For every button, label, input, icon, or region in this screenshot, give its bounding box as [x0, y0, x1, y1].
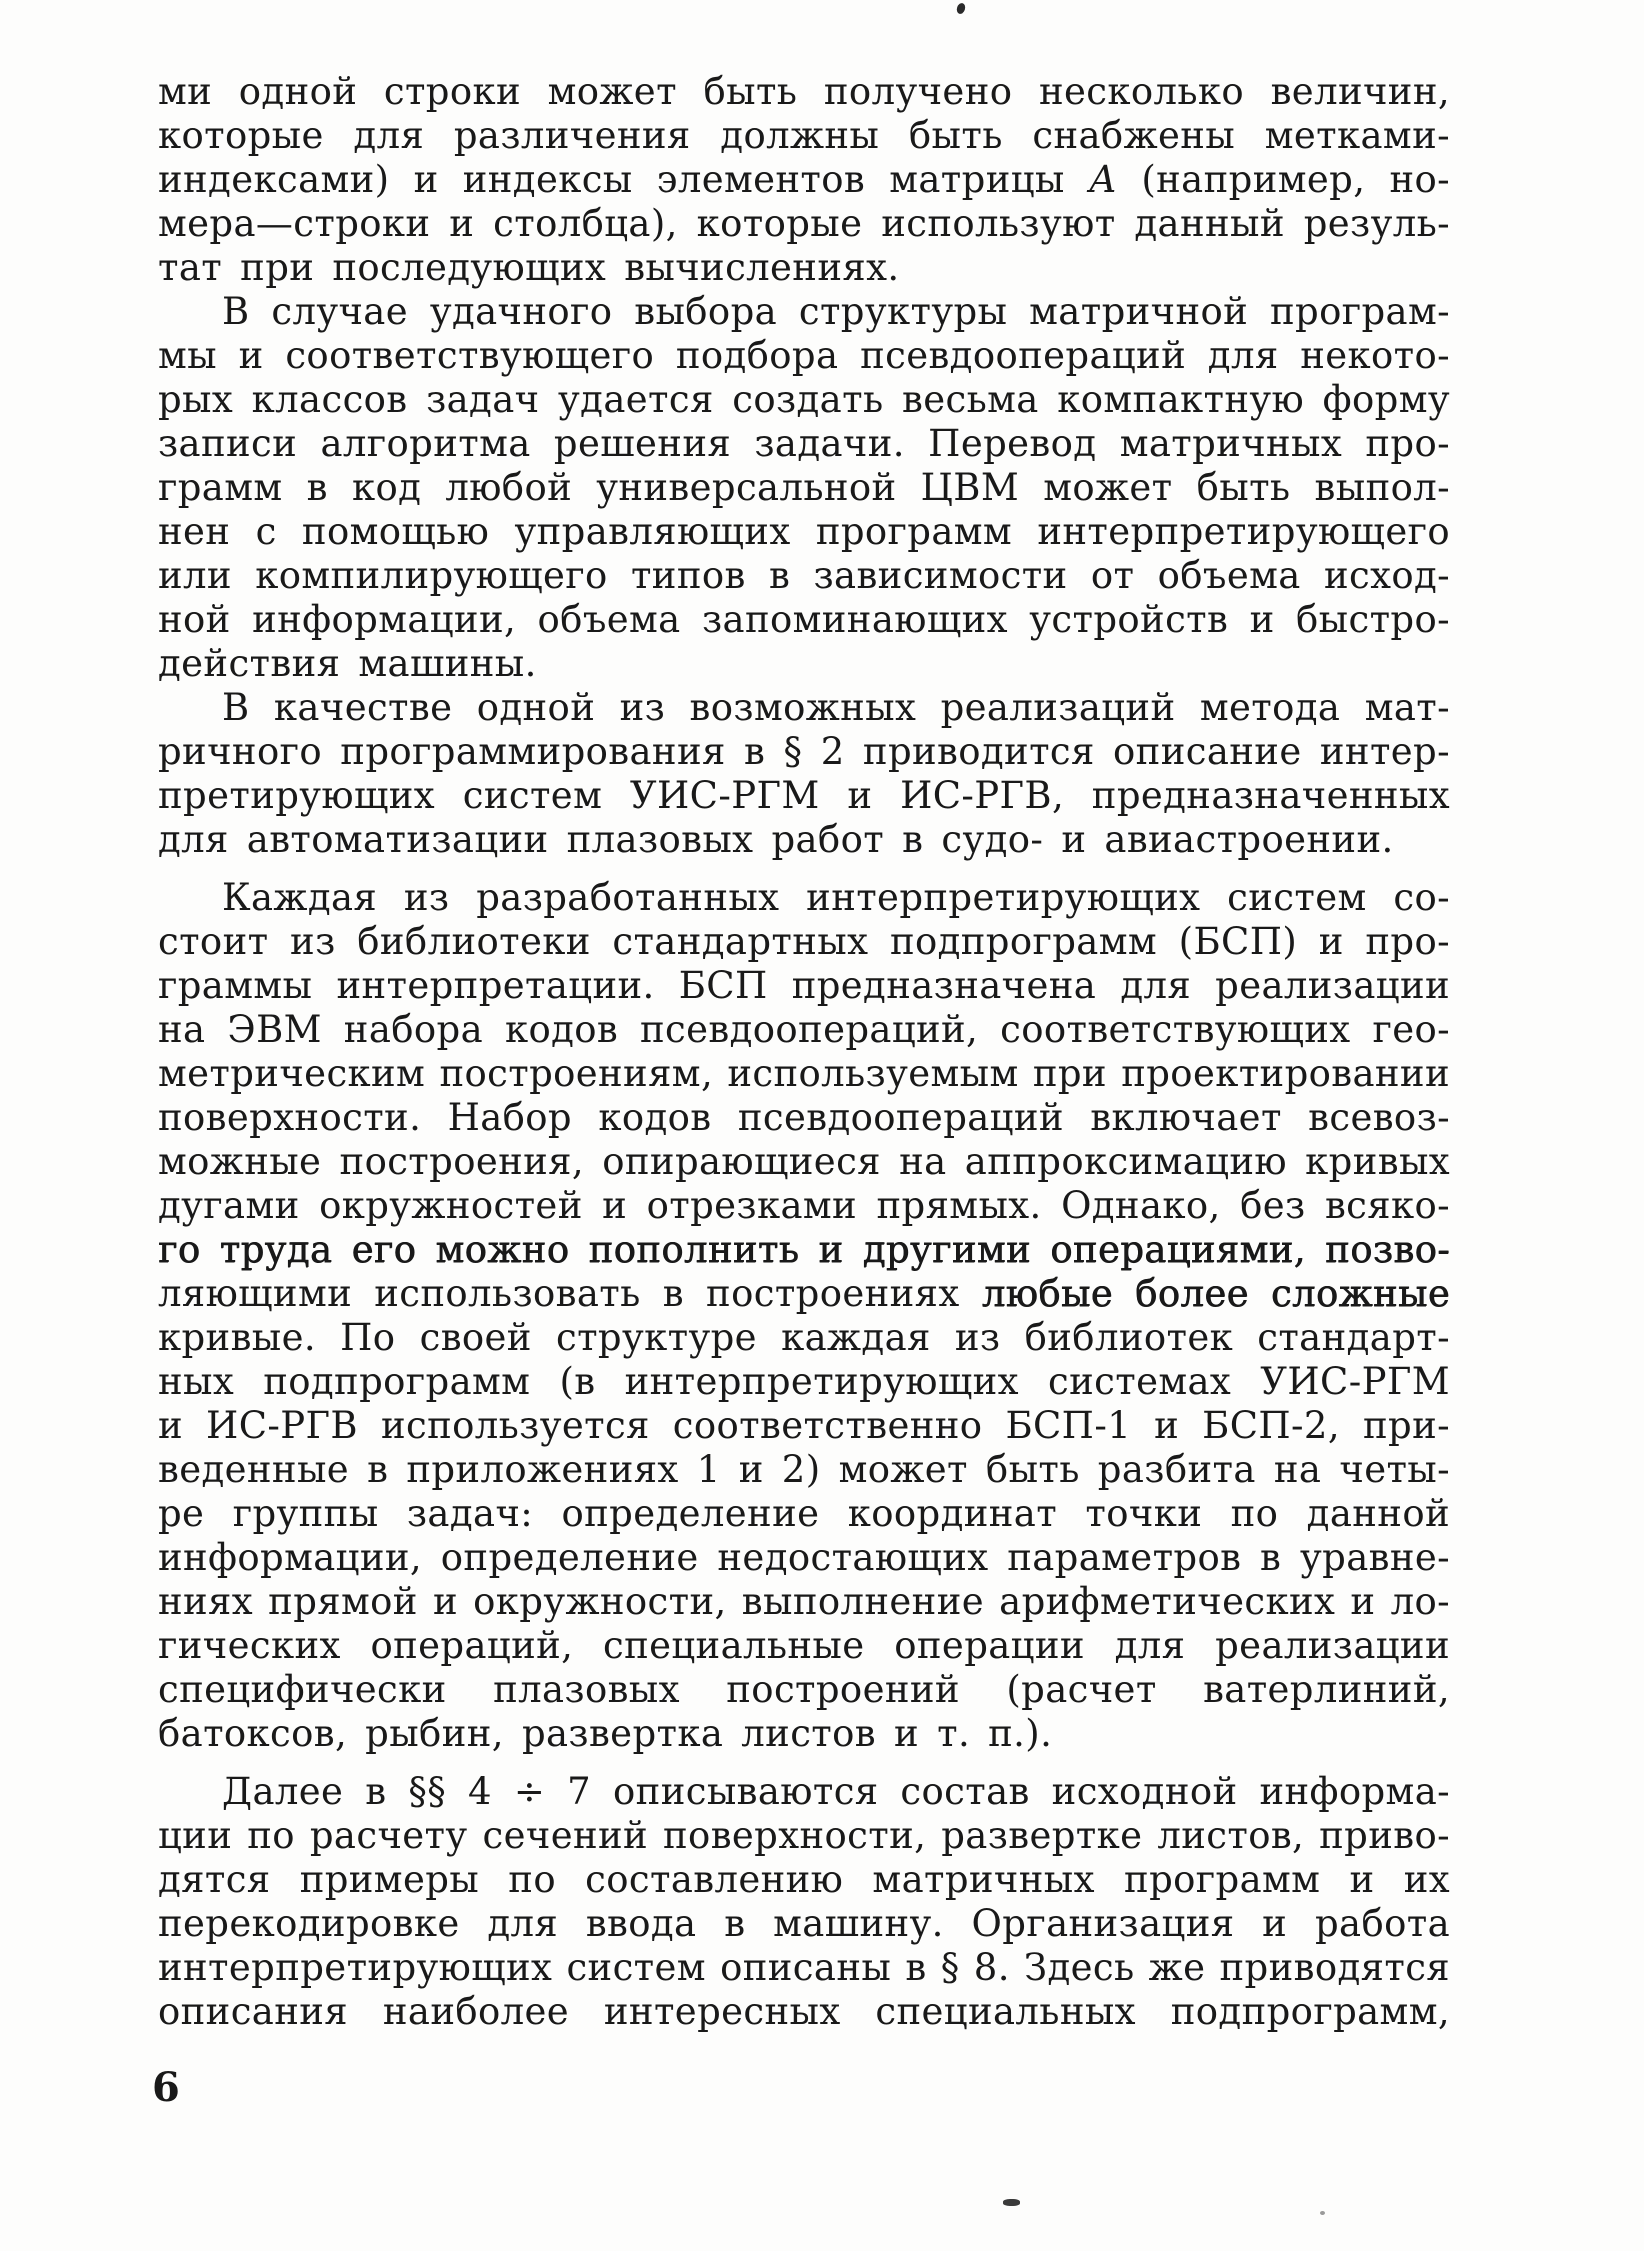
text-line: тат при последующих вычислениях.	[158, 246, 900, 289]
text-line: дятся примеры по составлению матричных программ и их	[158, 1858, 1450, 1901]
text-line: Далее в §§ 4 ÷ 7 описываются состав исходной информа-	[222, 1770, 1450, 1813]
text-line: на ЭВМ набора кодов псевдоопераций, соответствующих гео-	[158, 1008, 1450, 1051]
text-line: веденные в приложениях 1 и 2) может быть разбита на четы-	[158, 1448, 1450, 1491]
text-line: В качестве одной из возможных реализаций метода мат-	[222, 686, 1450, 729]
text-line: Каждая из разработанных интерпретирующих систем со-	[222, 876, 1450, 919]
text-line: го труда его можно пополнить и другими операциями, позво-	[158, 1228, 1450, 1271]
text-line: ре группы задач: определение координат точки по данной	[158, 1492, 1450, 1535]
text-line: претирующих систем УИС-РГМ и ИС-РГВ, предназначенных	[158, 774, 1450, 817]
text-block	[158, 70, 1450, 2034]
text-line: ми одной строки может быть получено несколько величин,	[158, 70, 1450, 113]
paragraph-4	[158, 876, 1450, 1756]
text-line: поверхности. Набор кодов псевдоопераций включает всевоз-	[158, 1096, 1450, 1139]
text-line: В случае удачного выбора структуры матричной програм-	[222, 290, 1450, 333]
text-line: записи алгоритма решения задачи. Перевод матричных про-	[158, 422, 1450, 465]
matrix-variable: А	[1088, 158, 1118, 201]
text-line: которые для различения должны быть снабжены метками-	[158, 114, 1450, 157]
text-segment: (например, но-	[1117, 158, 1450, 201]
text-line	[158, 158, 1450, 202]
ink-speck	[955, 2, 966, 15]
text-line: информации, определение недостающих параметров в уравне-	[158, 1536, 1450, 1579]
ink-speck	[1320, 2211, 1325, 2215]
page-number: 6	[152, 2064, 180, 2111]
text-segment: ляющими использовать в построениях	[158, 1272, 982, 1315]
text-line: нен с помощью управляющих программ интерпретирующего	[158, 510, 1450, 553]
text-line: мера—строки и столбца), которые используют данный резуль-	[158, 202, 1450, 245]
text-line: специфически плазовых построений (расчет ватерлиний,	[158, 1668, 1450, 1711]
text-line: грамм в код любой универсальной ЦВМ может быть выпол-	[158, 466, 1450, 509]
text-line: описания наиболее интересных специальных подпрограмм,	[158, 1990, 1450, 2033]
text-line: интерпретирующих систем описаны в § 8. Здесь же приводятся	[158, 1946, 1450, 1989]
text-line: граммы интерпретации. БСП предназначена для реализации	[158, 964, 1450, 1007]
text-line: и ИС-РГВ используется соответственно БСП-1 и БСП-2, при-	[158, 1404, 1450, 1447]
text-line: гических операций, специальные операции для реализации	[158, 1624, 1450, 1667]
paragraph-3	[158, 686, 1450, 862]
text-segment-heavy-ink: любые более сложные	[981, 1272, 1450, 1315]
text-line: для автоматизации плазовых работ в судо- и авиастроении.	[158, 818, 1394, 861]
text-line: стоит из библиотеки стандартных подпрограмм (БСП) и про-	[158, 920, 1450, 963]
text-line: можные построения, опирающиеся на аппроксимацию кривых	[158, 1140, 1450, 1183]
text-line: батоксов, рыбин, развертка листов и т. п.).	[158, 1712, 1053, 1755]
paragraph-5	[158, 1770, 1450, 2034]
text-line: ции по расчету сечений поверхности, развертке листов, приво-	[158, 1814, 1450, 1857]
text-line: перекодировке для ввода в машину. Организация и работа	[158, 1902, 1450, 1945]
text-line: ной информации, объема запоминающих устройств и быстро-	[158, 598, 1450, 641]
text-line: ных подпрограмм (в интерпретирующих системах УИС-РГМ	[158, 1360, 1450, 1403]
text-line: дугами окружностей и отрезками прямых. Однако, без всяко-	[158, 1184, 1450, 1227]
text-line: кривые. По своей структуре каждая из библиотек стандарт-	[158, 1316, 1450, 1359]
text-line: или компилирующего типов в зависимости от объема исход-	[158, 554, 1450, 597]
text-segment: индексами) и индексы элементов матрицы	[158, 158, 1089, 201]
text-line: действия машины.	[158, 642, 537, 685]
text-line: ниях прямой и окружности, выполнение арифметических и ло-	[158, 1580, 1450, 1623]
ink-speck	[1003, 2199, 1020, 2206]
text-line: ричного программирования в § 2 приводится описание интер-	[158, 730, 1450, 773]
text-line: метрическим построениям, используемым при проектировании	[158, 1052, 1450, 1095]
paragraph-continuation	[158, 70, 1450, 290]
text-line: рых классов задач удается создать весьма компактную форму	[158, 378, 1450, 421]
text-line: мы и соответствующего подбора псевдоопераций для некото-	[158, 334, 1450, 377]
text-line	[158, 1272, 1450, 1316]
paragraph-2	[158, 290, 1450, 686]
